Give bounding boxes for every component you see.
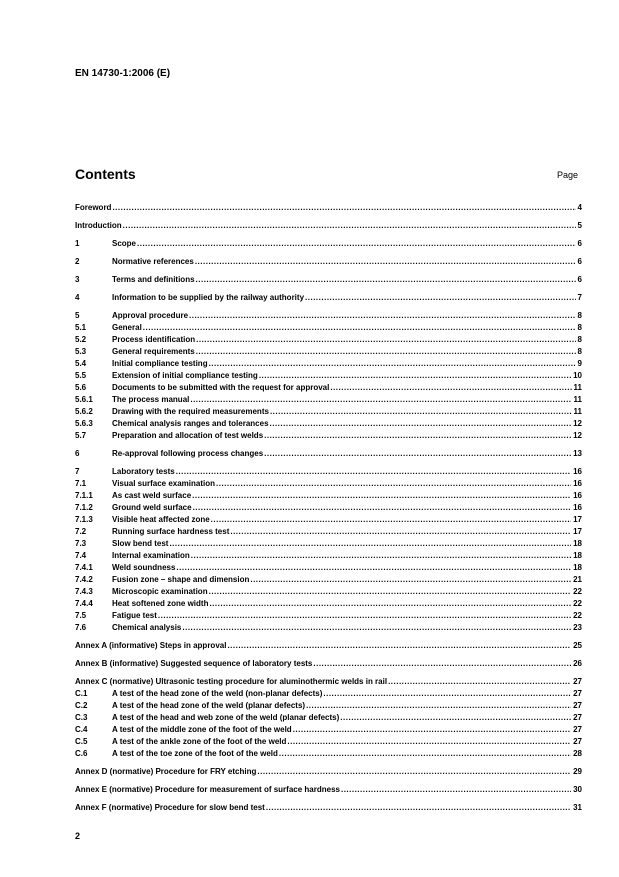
toc-dot-leader [270,406,572,418]
toc-entry-page: 27 [573,701,582,710]
toc-entry-number: 5.4 [75,359,87,368]
contents-title: Contents [75,166,136,182]
toc-entry-number: C.3 [75,713,88,722]
toc-entry-title: Drawing with the required measurements [112,407,269,416]
toc-entry-number: 7.1 [75,479,87,488]
toc-entry-title: A test of the middle zone of the foot of the weld [112,725,292,734]
toc-entry-number: C.1 [75,689,88,698]
toc-entry-title: Fatigue test [112,611,157,620]
toc-entry-title: Process identification [112,335,196,344]
toc-entry-number: 5.1 [75,323,87,332]
toc-entry[interactable] [75,448,582,460]
toc-dot-leader [341,784,571,796]
toc-entry[interactable] [75,586,582,598]
toc-entry-number: 6 [75,449,80,458]
toc-entry[interactable] [75,538,582,550]
toc-entry-number: C.4 [75,725,88,734]
toc-entry-page: 27 [573,725,582,734]
toc-entry-title: Microscopic examination [112,587,208,596]
toc-entry-number: 5.2 [75,335,87,344]
toc-entry[interactable] [75,478,582,490]
toc-entry-number: 7.4.1 [75,563,93,572]
toc-entry-title: Ground weld surface [112,503,192,512]
toc-entry[interactable] [75,712,582,724]
toc-entry-page: 25 [573,641,582,650]
toc-entry[interactable] [75,526,582,538]
toc-entry-title: A test of the head and web zone of the weld (planar defects) [112,713,340,722]
toc-dot-leader [193,502,572,514]
toc-entry[interactable] [75,736,582,748]
toc-entry[interactable] [75,292,582,304]
toc-entry-title: General [112,323,142,332]
toc-dot-leader [211,514,571,526]
toc-entry-number: 5.5 [75,371,87,380]
toc-dot-leader [112,202,575,214]
toc-dot-leader [176,562,571,574]
toc-entry-page: 27 [573,713,582,722]
toc-entry-page: 22 [573,611,582,620]
toc-dot-leader [279,748,571,760]
toc-entry-page: 30 [573,785,582,794]
table-of-contents [75,202,582,814]
toc-dot-leader [209,598,571,610]
toc-entry-page: 22 [573,587,582,596]
toc-entry-number: 1 [75,239,80,248]
toc-dot-leader [264,448,571,460]
toc-entry-title: Chemical analysis ranges and tolerances [112,419,269,428]
toc-entry-page: 8 [577,311,582,320]
toc-entry[interactable] [75,574,582,586]
toc-dot-leader [227,640,571,652]
toc-entry-number: 5.6.3 [75,419,93,428]
toc-entry-page: 31 [573,803,582,812]
toc-entry[interactable] [75,748,582,760]
toc-dot-leader [259,370,571,382]
toc-entry-number: 7 [75,467,80,476]
toc-entry-title: Annex F (normative) Procedure for slow bend test [75,803,265,812]
toc-dot-leader [209,586,572,598]
toc-entry[interactable] [75,370,582,382]
toc-dot-leader [190,394,571,406]
toc-dot-leader [192,490,571,502]
toc-entry[interactable] [75,550,582,562]
toc-entry-number: 5.3 [75,347,87,356]
toc-entry-page: 11 [573,407,582,416]
toc-entry-page: 16 [573,503,582,512]
toc-entry-title: Internal examination [112,551,190,560]
toc-dot-leader [250,574,571,586]
toc-dot-leader [306,700,571,712]
toc-entry-number: 7.4 [75,551,87,560]
toc-entry-page: 4 [577,203,582,212]
toc-entry-title: Annex C (normative) Ultrasonic testing procedure for aluminothermic welds in rail [75,677,388,686]
toc-entry[interactable] [75,334,582,346]
toc-entry-title: A test of the ankle zone of the foot of the weld [112,737,287,746]
toc-entry[interactable] [75,766,582,778]
toc-entry-title: A test of the toe zone of the foot of the weld [112,749,278,758]
toc-dot-leader [169,538,571,550]
toc-dot-leader [287,736,571,748]
toc-entry-title: Running surface hardness test [112,527,230,536]
toc-entry-page: 6 [577,275,582,284]
toc-entry[interactable] [75,724,582,736]
toc-entry[interactable] [75,406,582,418]
toc-entry-title: Chemical analysis [112,623,182,632]
toc-entry-title: Visible heat affected zone [112,515,210,524]
toc-dot-leader [196,274,576,286]
toc-entry-page: 28 [573,749,582,758]
toc-entry-number: 7.3 [75,539,87,548]
toc-entry-title: Approval procedure [112,311,189,320]
toc-entry-page: 6 [577,239,582,248]
toc-entry[interactable] [75,382,582,394]
toc-entry-number: 7.5 [75,611,87,620]
toc-entry[interactable] [75,346,582,358]
toc-dot-leader [176,466,571,478]
toc-entry-number: C.6 [75,749,88,758]
toc-entry-number: 5.6 [75,383,87,392]
toc-entry-title: Slow bend test [112,539,169,548]
toc-entry-number: 7.4.4 [75,599,93,608]
document-id: EN 14730-1:2006 (E) [75,68,171,79]
toc-entry[interactable] [75,640,582,652]
toc-entry[interactable] [75,784,582,796]
toc-entry-page: 16 [573,479,582,488]
toc-dot-leader [257,766,571,778]
toc-entry-title: Initial compliance testing [112,359,208,368]
toc-entry-title: Scope [112,239,137,248]
toc-entry-page: 18 [573,551,582,560]
toc-entry-title: As cast weld surface [112,491,192,500]
toc-entry-page: 26 [573,659,582,668]
toc-dot-leader [388,676,571,688]
toc-dot-leader [137,238,576,250]
toc-dot-leader [340,712,571,724]
toc-entry-number: 4 [75,293,80,302]
toc-dot-leader [330,382,571,394]
page-number: 2 [75,831,81,841]
toc-entry-page: 23 [573,623,582,632]
toc-dot-leader [158,610,571,622]
toc-entry-title: Annex A (informative) Steps in approval [75,641,227,650]
toc-entry-number: 7.4.2 [75,575,93,584]
toc-entry-number: 7.1.3 [75,515,93,524]
toc-dot-leader [191,550,571,562]
toc-dot-leader [182,622,571,634]
toc-entry-title: Fusion zone – shape and dimension [112,575,250,584]
toc-dot-leader [293,724,571,736]
toc-dot-leader [216,478,571,490]
toc-entry-page: 29 [573,767,582,776]
toc-entry-page: 16 [573,467,582,476]
toc-entry[interactable] [75,466,582,478]
toc-entry[interactable] [75,622,582,634]
toc-entry[interactable] [75,676,582,688]
toc-entry[interactable] [75,310,582,322]
toc-dot-leader [270,418,572,430]
toc-dot-leader [195,256,576,268]
toc-dot-leader [230,526,571,538]
toc-entry[interactable] [75,274,582,286]
toc-entry-title: Annex B (informative) Suggested sequence of laboratory tests [75,659,313,668]
toc-entry-title: A test of the head zone of the weld (non-planar defects) [112,689,323,698]
toc-entry-page: 10 [573,371,582,380]
toc-dot-leader [209,358,576,370]
toc-entry-number: 5.6.2 [75,407,93,416]
toc-entry[interactable] [75,802,582,814]
toc-entry-number: 5.6.1 [75,395,93,404]
toc-dot-leader [189,310,576,322]
toc-entry-number: 7.1.1 [75,491,93,500]
toc-entry-title: Terms and definitions [112,275,195,284]
toc-entry[interactable] [75,562,582,574]
toc-entry-title: A test of the head zone of the weld (planar defects) [112,701,306,710]
toc-entry[interactable] [75,418,582,430]
toc-entry[interactable] [75,610,582,622]
toc-entry[interactable] [75,658,582,670]
toc-entry[interactable] [75,700,582,712]
toc-entry[interactable] [75,238,582,250]
toc-entry-page: 27 [573,677,582,686]
toc-entry-title: Visual surface examination [112,479,216,488]
toc-entry-page: 11 [573,383,582,392]
toc-entry-page: 8 [577,323,582,332]
toc-entry-title: Foreword [75,203,112,212]
toc-entry[interactable] [75,514,582,526]
toc-entry-title: Normative references [112,257,194,266]
toc-dot-leader [123,220,576,232]
toc-entry-title: Documents to be submitted with the request for approval [112,383,330,392]
toc-dot-leader [305,292,576,304]
toc-entry[interactable] [75,220,582,232]
toc-entry[interactable] [75,322,582,334]
toc-entry[interactable] [75,394,582,406]
toc-entry-page: 12 [573,419,582,428]
toc-entry-page: 12 [573,431,582,440]
toc-entry-page: 18 [573,563,582,572]
toc-entry-number: 7.6 [75,623,87,632]
toc-dot-leader [323,688,571,700]
toc-entry-page: 8 [577,347,582,356]
toc-entry-number: 7.2 [75,527,87,536]
toc-entry[interactable] [75,490,582,502]
toc-dot-leader [264,430,571,442]
toc-dot-leader [196,346,576,358]
toc-dot-leader [313,658,571,670]
toc-entry-number: C.2 [75,701,88,710]
toc-entry-number: 3 [75,275,80,284]
toc-entry-title: Introduction [75,221,122,230]
toc-entry-page: 5 [577,221,582,230]
toc-entry-title: Heat softened zone width [112,599,209,608]
toc-entry-title: Re-approval following process changes [112,449,264,458]
toc-entry-page: 13 [573,449,582,458]
toc-entry-page: 21 [573,575,582,584]
toc-dot-leader [143,322,576,334]
toc-entry-number: 5.7 [75,431,87,440]
toc-entry-page: 27 [573,737,582,746]
toc-entry-title: General requirements [112,347,195,356]
toc-entry-page: 16 [573,491,582,500]
toc-entry[interactable] [75,358,582,370]
toc-entry[interactable] [75,688,582,700]
toc-entry-number: 7.1.2 [75,503,93,512]
toc-entry-page: 27 [573,689,582,698]
toc-entry-title: The process manual [112,395,190,404]
toc-entry-number: 7.4.3 [75,587,93,596]
toc-entry-page: 6 [577,257,582,266]
toc-entry-page: 9 [577,359,582,368]
toc-dot-leader [196,334,575,346]
toc-entry-title: Weld soundness [112,563,176,572]
toc-entry[interactable] [75,598,582,610]
toc-dot-leader [266,802,571,814]
toc-entry-title: Preparation and allocation of test welds [112,431,264,440]
toc-entry-page: 7 [577,293,582,302]
toc-entry-number: 5 [75,311,80,320]
toc-entry[interactable] [75,202,582,214]
toc-entry-title: Extension of initial compliance testing [112,371,258,380]
toc-entry-page: 8 [577,335,582,344]
toc-entry-page: 11 [573,395,582,404]
toc-entry-number: C.5 [75,737,88,746]
toc-entry[interactable] [75,430,582,442]
toc-entry[interactable] [75,256,582,268]
toc-entry-title: Information to be supplied by the railway authority [112,293,305,302]
toc-entry-page: 17 [573,527,582,536]
toc-entry[interactable] [75,502,582,514]
toc-entry-page: 17 [573,515,582,524]
toc-entry-page: 22 [573,599,582,608]
toc-entry-title: Laboratory tests [112,467,175,476]
toc-entry-number: 2 [75,257,80,266]
page-column-label: Page [557,170,579,180]
toc-entry-page: 18 [573,539,582,548]
toc-entry-title: Annex D (normative) Procedure for FRY etching [75,767,257,776]
toc-entry-title: Annex E (normative) Procedure for measurement of surface hardness [75,785,340,794]
